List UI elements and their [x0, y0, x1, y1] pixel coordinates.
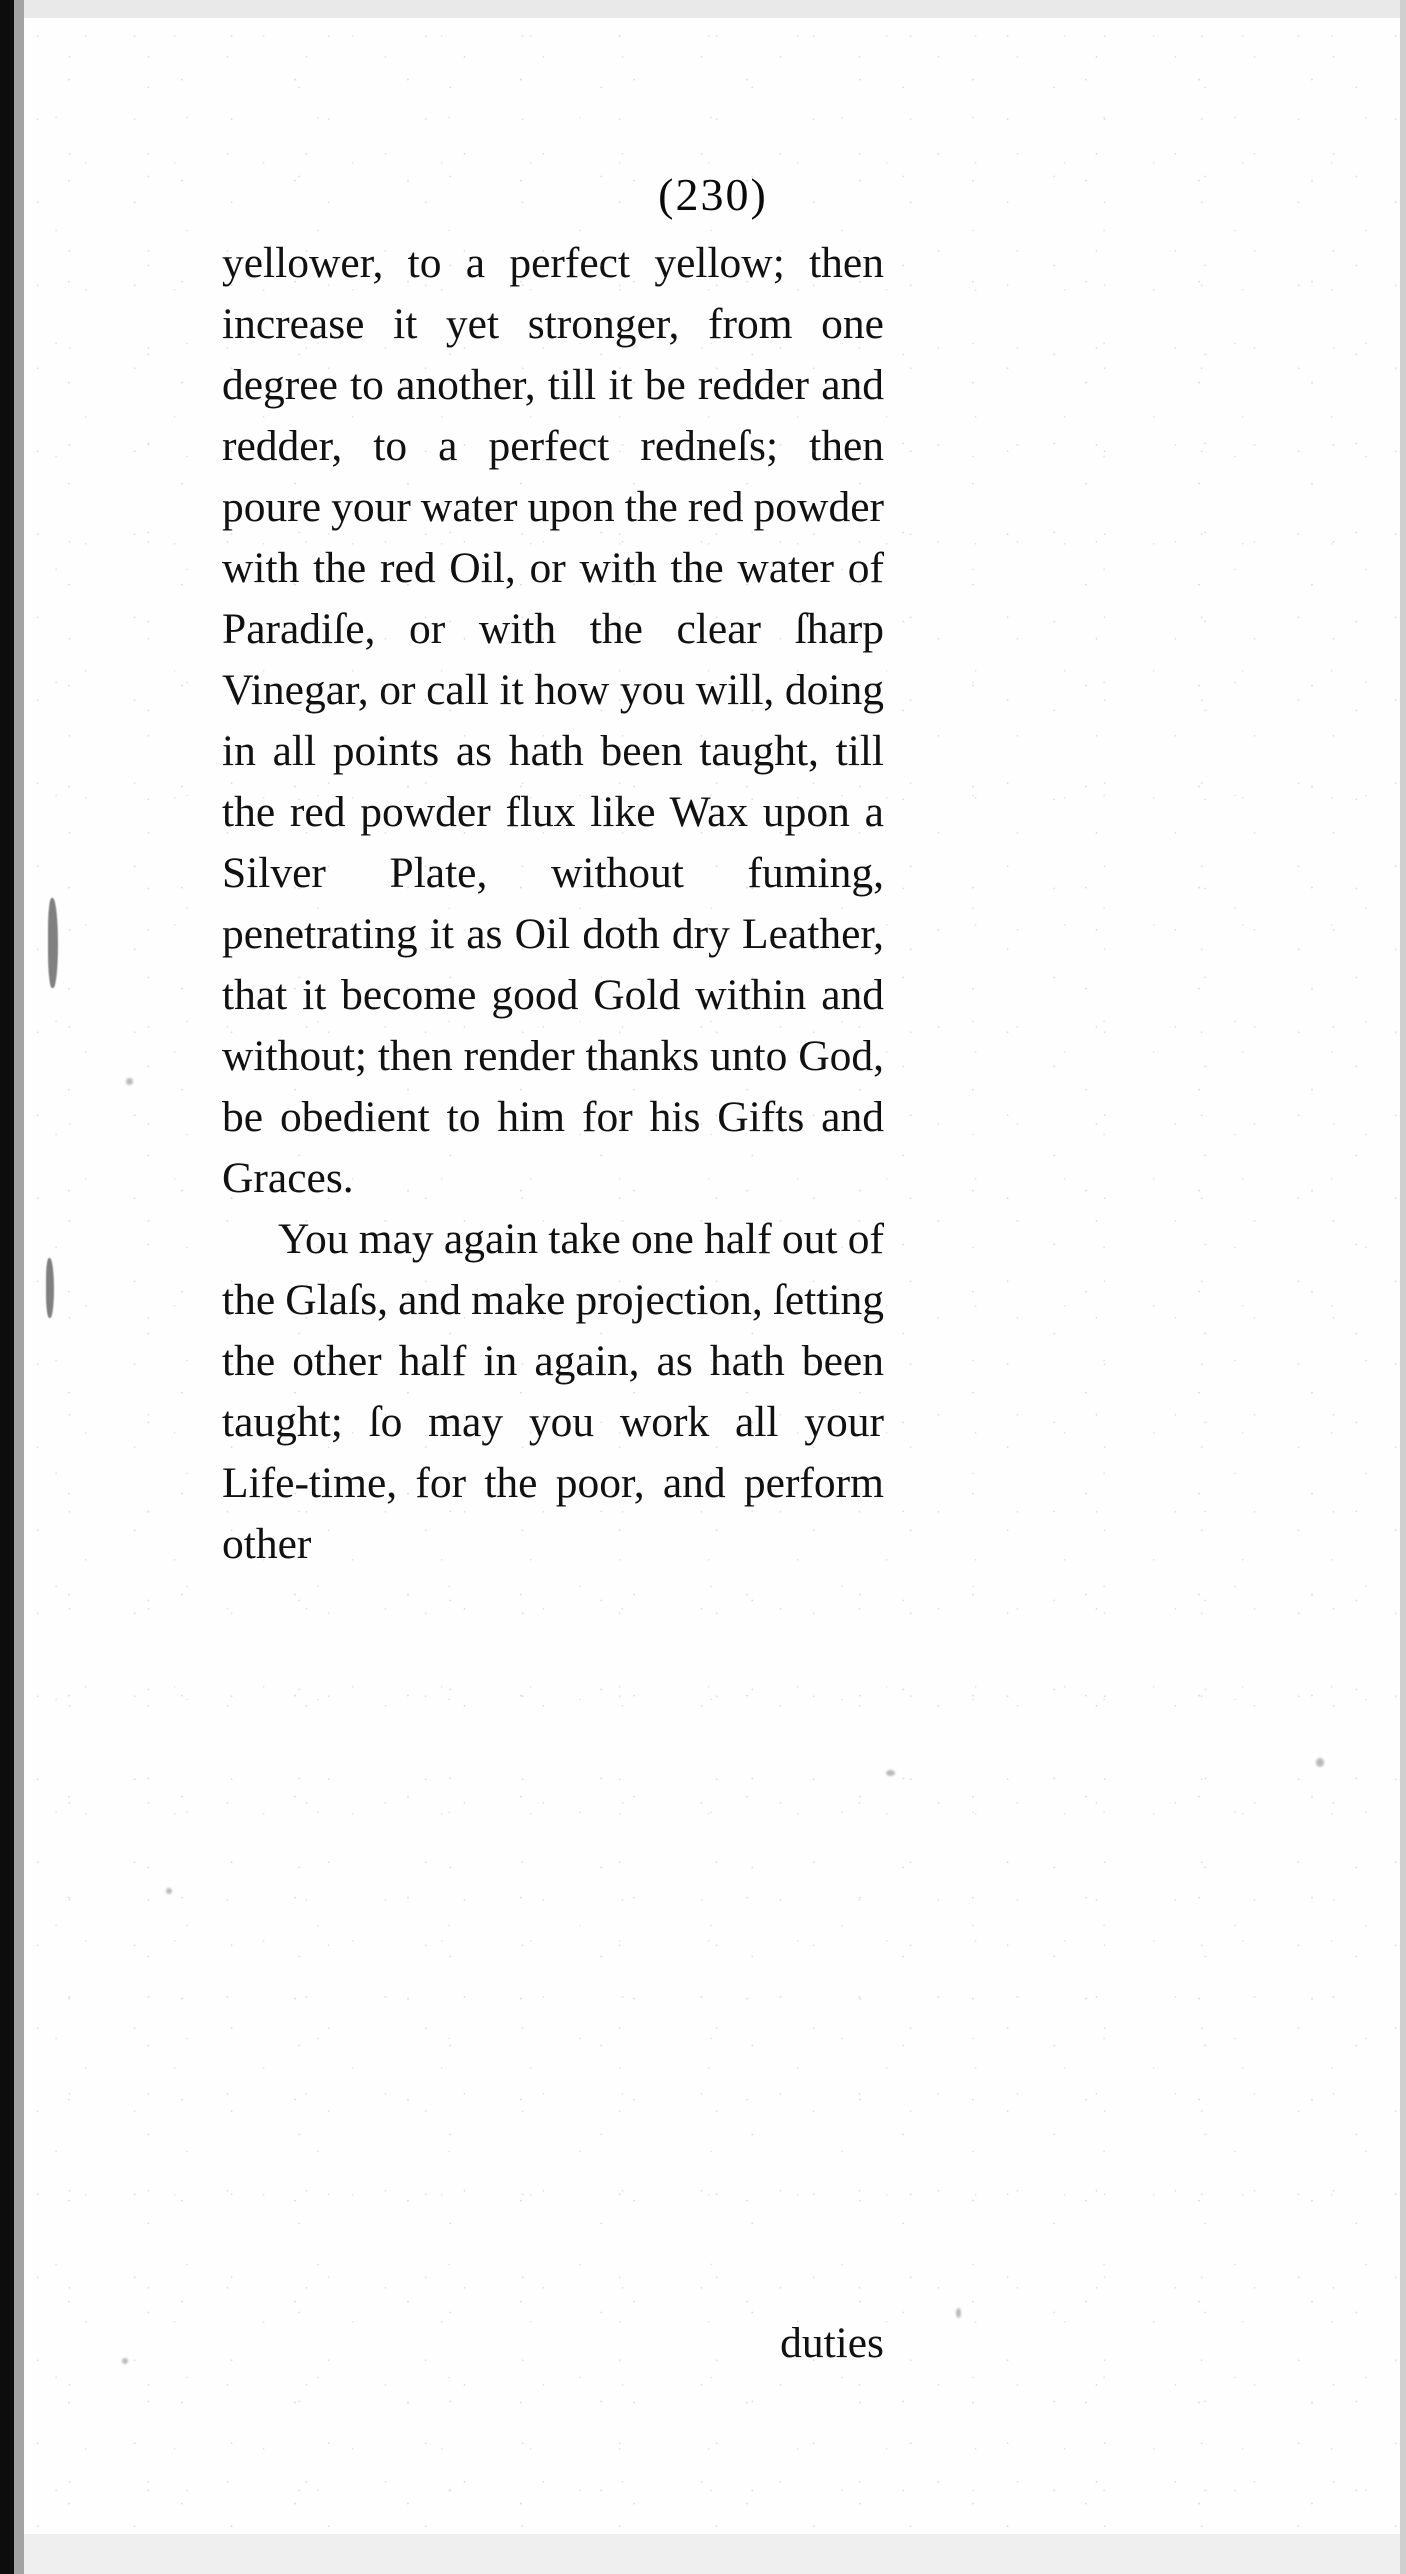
body-paragraph-1: yellower, to a perfect yellow; then increase it yet stronger, from one degree to another, till it be redder and redder, to a perfect redneſs; then poure your water upon the red powder with the red Oil, or with the water of Paradiſe, or with the clear ſharp Vinegar, or call it how you will, doing in all points as hath been taught, till the red powder flux like Wax upon a Silver Plate, without fuming, penetrating it as Oil doth dry Leather, that it become good Gold within and without; then render thanks unto God, be obedient to him for his Gifts and Graces.	[222, 239, 884, 1202]
page-number: (230)	[658, 169, 768, 220]
ink-smudge-icon	[48, 898, 58, 988]
scan-edge-right	[1400, 0, 1406, 2574]
catchword: duties	[780, 2319, 884, 2367]
ink-smudge-icon	[46, 1258, 54, 1318]
page-paper	[26, 18, 1400, 2534]
scan-speck-icon	[166, 1888, 172, 1894]
scan-speck-icon	[886, 1770, 895, 1776]
scan-speck-icon	[956, 2308, 961, 2318]
scan-speck-icon	[126, 1078, 133, 1085]
scan-edge-bottom	[24, 2534, 1400, 2574]
scan-edge-left-shadow	[14, 0, 24, 2574]
scan-speck-icon	[1316, 1758, 1324, 1767]
scan-edge-left	[0, 0, 14, 2574]
scan-speck-icon	[122, 2358, 128, 2364]
page-body-text	[222, 233, 884, 1575]
scan-edge-top	[24, 0, 1400, 18]
body-paragraph-2: You may again take one half out of the Glaſs, and make projection, ſetting the other half in again, as hath been taught; ſo may you work all your Life-time, for the poor, and perform other	[222, 1215, 884, 1568]
